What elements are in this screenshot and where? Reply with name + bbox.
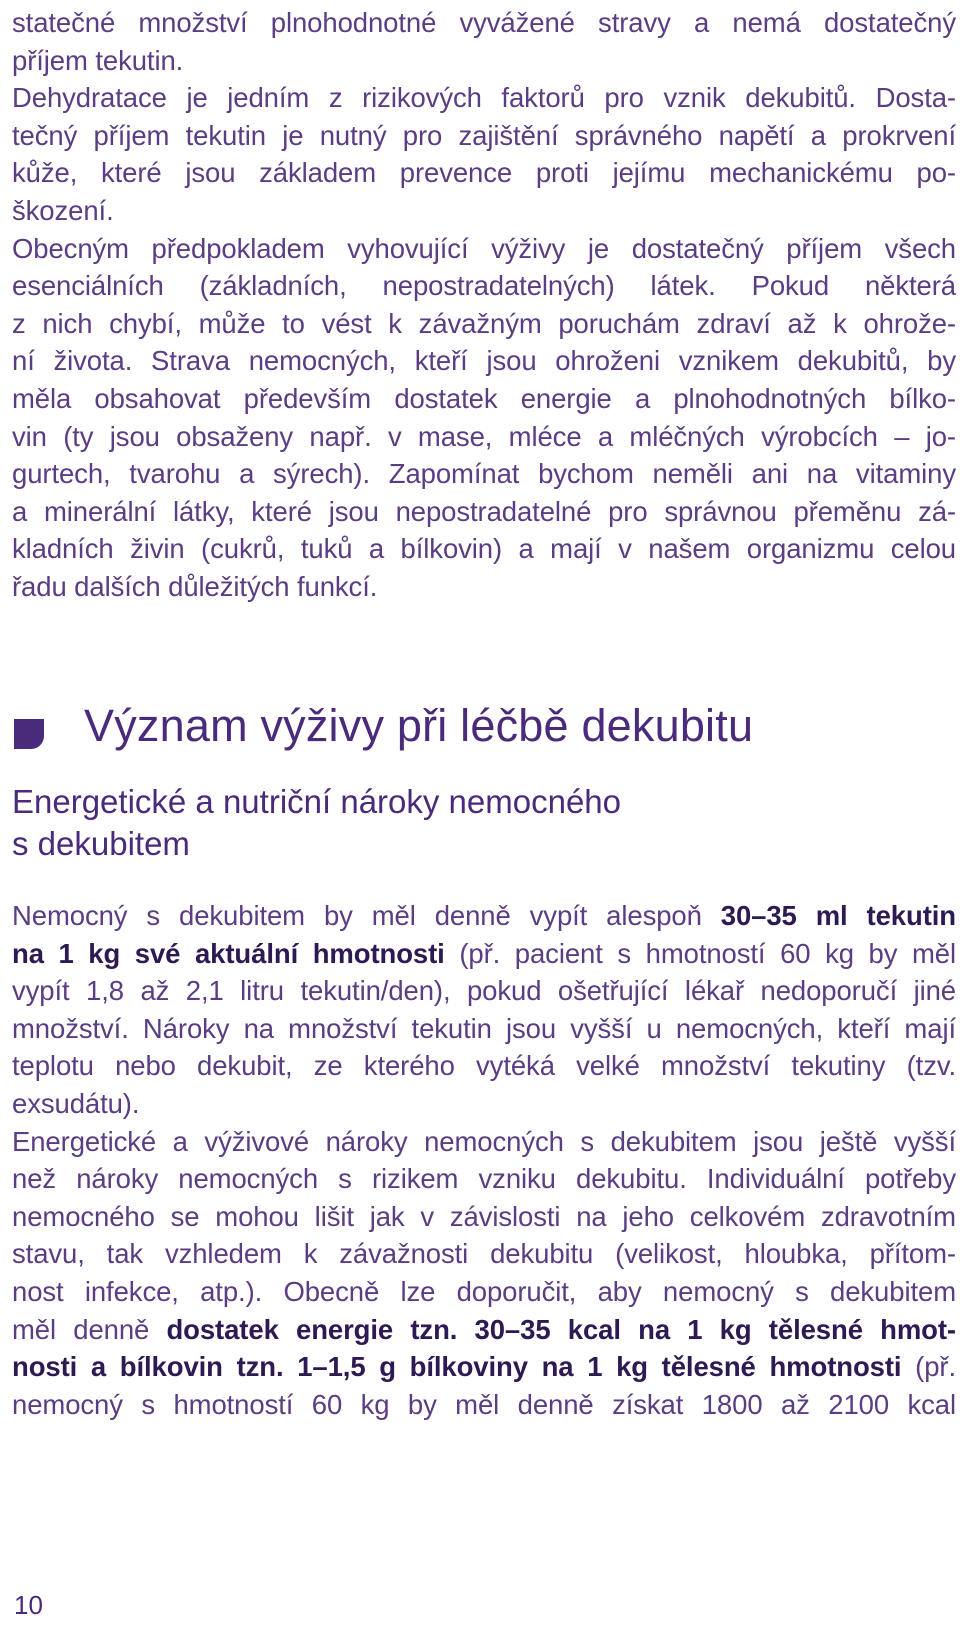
text-run: (př. pacient s hmotností 60 kg by měl (444, 937, 956, 969)
text-line: řadu dalších důležitých funkcí. (12, 570, 378, 602)
text-line: teplotu nebo dekubit, ze kterého vytéká velké množství tekutiny (tzv. (12, 1050, 956, 1082)
text-line: vypít 1,8 až 2,1 litru tekutin/den), pokud ošetřující lékař nedoporučí jiné (12, 975, 956, 1007)
text-line: nemocného se mohou lišit jak v závislosti na jeho celkovém zdravotním (12, 1200, 956, 1232)
text-line: Energetické a výživové nároky nemocných s dekubitem jsou ještě vyšší (12, 1125, 956, 1157)
text-line: ní života. Strava nemocných, kteří jsou ohroženi vznikem dekubitů, by (12, 345, 956, 377)
text-line: a minerální látky, které jsou nepostradatelné pro správnou přeměnu zá- (12, 495, 956, 527)
text-run: (př. (901, 1351, 956, 1383)
text-line: měla obsahovat především dostatek energie a plnohodnotných bílko- (12, 382, 956, 414)
text-line: Obecným předpokladem vyhovující výživy je dostatečný příjem všech (12, 232, 956, 264)
section-title: Význam výživy při léčbě dekubitu (84, 700, 754, 751)
text-line: exsudátu). (12, 1087, 140, 1119)
text-line: kůže, které jsou základem prevence proti jejímu mechanickému po- (12, 157, 956, 189)
emphasis-text: dostatek energie tzn. 30–35 kcal na 1 kg tělesné hmot- (166, 1313, 956, 1345)
text-line (12, 1348, 956, 1386)
emphasis-text: 30–35 ml tekutin (720, 900, 956, 931)
subsection-title-line: s dekubitem (12, 825, 190, 862)
text-line: tečný příjem tekutin je nutný pro zajištění správného napětí a prokrvení (12, 119, 956, 151)
text-line: než nároky nemocných s rizikem vzniku dekubitu. Individuální potřeby (12, 1163, 956, 1195)
text-line: Dehydratace je jedním z rizikových faktorů pro vznik dekubitů. Dosta- (12, 82, 956, 114)
text-line: stavu, tak vzhledem k závažnosti dekubitu (velikost, hloubka, přítom- (12, 1238, 956, 1270)
body-paragraphs (12, 897, 956, 1423)
text-line: nost infekce, atp.). Obecně lze doporučit, aby nemocný s dekubitem (12, 1275, 956, 1307)
text-line: kladních živin (cukrů, tuků a bílkovin) a mají v našem organizmu celou (12, 533, 956, 565)
intro-paragraphs (12, 4, 956, 606)
emphasis-text: nosti a bílkovin tzn. 1–1,5 g bílkoviny na 1 kg tělesné hmotnosti (12, 1351, 902, 1383)
text-run: měl denně (12, 1313, 167, 1345)
text-run: Nemocný s dekubitem by měl denně vypít alespoň (12, 900, 721, 931)
text-line (12, 1311, 956, 1349)
emphasis-text: na 1 kg své aktuální hmotnosti (12, 937, 445, 969)
text-line (12, 897, 956, 935)
text-line: nemocný s hmotností 60 kg by měl denně získat 1800 až 2100 kcal (12, 1388, 956, 1420)
heading-bullet-icon (14, 719, 44, 749)
text-line: vin (ty jsou obsaženy např. v mase, mléce a mléčných výrobcích – jo- (12, 420, 956, 452)
subsection-title (12, 781, 956, 865)
text-line: množství. Nároky na množství tekutin jsou vyšší u nemocných, kteří mají (12, 1012, 956, 1044)
text-line (12, 935, 956, 973)
text-line: příjem tekutin. (12, 44, 184, 76)
text-line: z nich chybí, může to vést k závažným poruchám zdraví až k ohrože- (12, 307, 956, 339)
subsection-title-line: Energetické a nutriční nároky nemocného (12, 783, 622, 820)
text-line: škození. (12, 194, 114, 226)
page-number: 10 (14, 1590, 43, 1620)
text-line: statečné množství plnohodnotné vyvážené stravy a nemá dostatečný (12, 7, 956, 38)
text-line: esenciálních (základních, nepostradatelných) látek. Pokud některá (12, 270, 956, 302)
text-line: gurtech, tvarohu a sýrech). Zapomínat bychom neměli ani na vitaminy (12, 458, 956, 490)
